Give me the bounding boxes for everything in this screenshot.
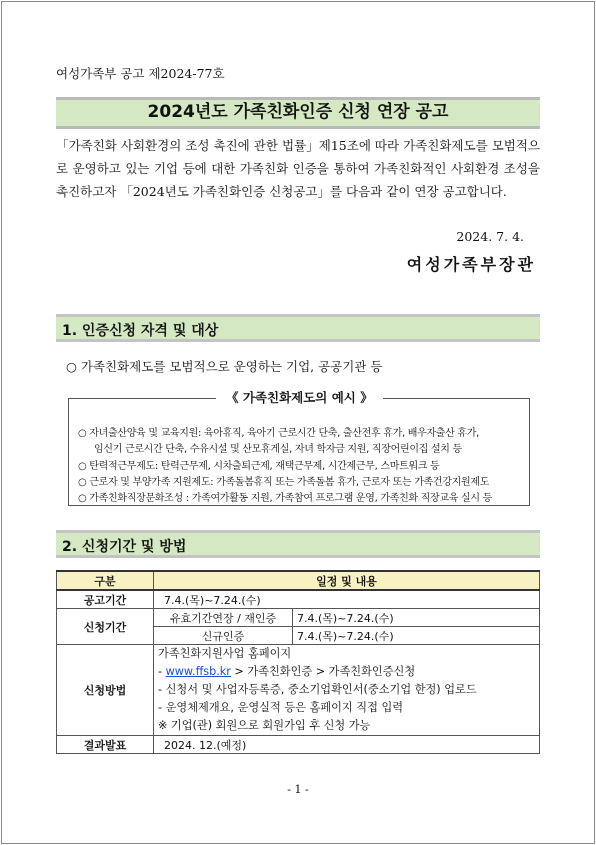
eligibility-target: ○ 가족친화제도를 모범적으로 운영하는 기업, 공공기관 등 xyxy=(66,359,383,374)
table-header-row xyxy=(57,571,540,590)
homepage-link[interactable]: www.ffsb.kr xyxy=(165,665,231,678)
section2-title: 2. 신청기간 및 방법 xyxy=(62,539,187,555)
notice-number: 여성가족부 공고 제2024-77호 xyxy=(56,66,225,81)
page-number: - 1 - xyxy=(287,783,309,796)
announce-value: 7.4.(목)~7.24.(수) xyxy=(154,590,540,609)
table-row xyxy=(57,590,540,609)
method-line: - 신청서 및 사업자등록증, 중소기업확인서(중소기업 한정) 업로드 xyxy=(158,683,477,696)
period-value: 7.4.(목)~7.24.(수) xyxy=(293,627,540,645)
method-label: 신청방법 xyxy=(57,645,154,736)
example-item: ○ 근로자 및 부양가족 지원제도: 가족돌봄휴직 또는 가족돌봄 휴가, 근로자 또는 가족건강지원제도 xyxy=(78,477,490,488)
table-row xyxy=(57,645,540,736)
intro-paragraph: 「가족친화 사회환경의 조성 촉진에 관한 법률」제15조에 따라 가족친화제도를 모범적으로 운영하고 있는 기업 등에 대한 가족친화 인증을 통하여 가족친화적인 사회환경 조성을 촉진하고자 「2024년도 가족친화인증 신청공고」를 다음과 같이 연장 공고합니다. xyxy=(56,138,540,199)
notice-date: 2024. 7. 4. xyxy=(456,229,524,244)
method-line: - 운영체제개요, 운영실적 등은 홈페이지 직접 입력 xyxy=(158,701,404,714)
method-line: ※ 기업(관) 회원으로 회원가입 후 신청 가능 xyxy=(158,719,371,732)
header-category: 구분 xyxy=(57,571,154,590)
section1-title: 1. 인증신청 자격 및 대상 xyxy=(62,323,219,339)
table-row xyxy=(57,609,540,627)
method-line xyxy=(158,663,535,681)
announce-label: 공고기간 xyxy=(57,590,154,609)
result-value: 2024. 12.(예정) xyxy=(154,736,540,754)
period-type: 유효기간연장 / 재인증 xyxy=(154,609,293,627)
table-row xyxy=(57,736,540,754)
period-label: 신청기간 xyxy=(57,609,154,645)
examples-box-title: 《 가족친화제도의 예시 》 xyxy=(216,388,383,406)
example-item: ○ 자녀출산양육 및 교육지원: 육아휴직, 육아기 근로시간 단축, 출산전후 휴가, 배우자출산 휴가, xyxy=(78,428,479,439)
schedule-table xyxy=(56,570,540,754)
example-item: ○ 가족친화직장문화조성 : 가족여가활동 지원, 가족참여 프로그램 운영, 가족친화 직장교육 실시 등 xyxy=(78,493,492,504)
method-line-prefix: - xyxy=(158,665,166,678)
method-line: 가족친화지원사업 홈페이지 xyxy=(158,647,292,660)
issuer: 여성가족부장관 xyxy=(406,255,536,274)
example-item: ○ 탄력적근무제도: 탄력근무제, 시차출퇴근제, 재택근무제, 시간제근무, 스마트워크 등 xyxy=(78,461,440,472)
result-label: 결과발표 xyxy=(57,736,154,754)
document-title: 2024년도 가족친화인증 신청 연장 공고 xyxy=(147,102,449,122)
period-type: 신규인증 xyxy=(154,627,293,645)
example-item: 임신기 근로시간 단축, 수유시설 및 산모휴게실, 자녀 학자금 지원, 직장어린이집 설치 등 xyxy=(94,444,462,455)
period-value: 7.4.(목)~7.24.(수) xyxy=(293,609,540,627)
header-schedule: 일정 및 내용 xyxy=(154,571,540,590)
method-content xyxy=(154,645,540,736)
method-line-rest: > 가족친화인증 > 가족친화인증신청 xyxy=(230,665,416,678)
